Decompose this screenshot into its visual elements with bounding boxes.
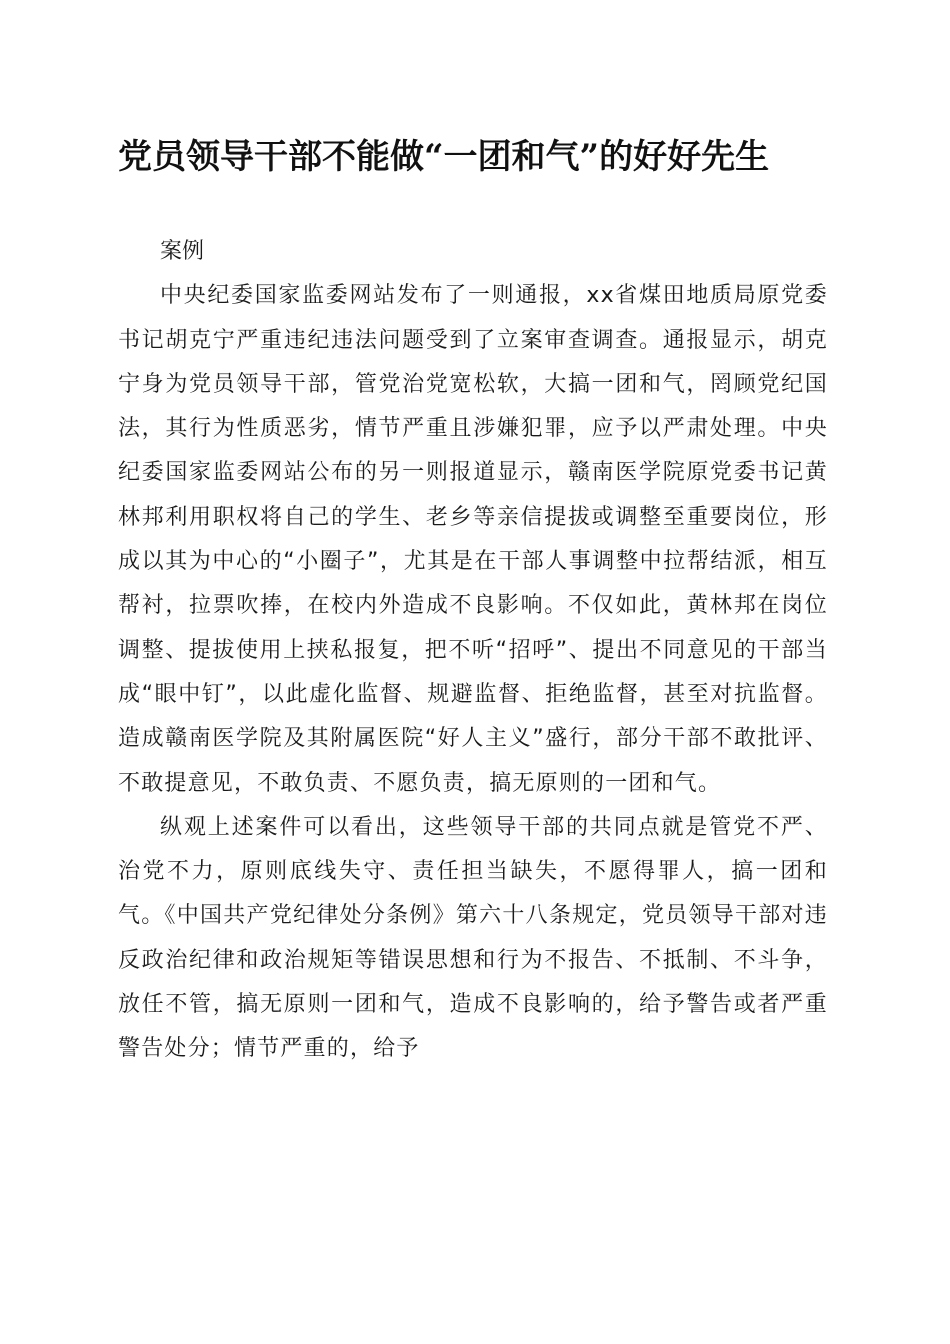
paragraph-case: 中央纪委国家监委网站发布了一则通报，xx省煤田地质局原党委书记胡克宁严重违纪违法问题受到了立案审查调查。通报显示，胡克宁身为党员领导干部，管党治党宽松软，大搞一团和气，罔顾党纪国法，其行为性质恶劣，情节严重且涉嫌犯罪，应予以严肃处理。中央纪委国家监委网站公布的另一则报道显示，赣南医学院原党委书记黄林邦利用职权将自己的学生、老乡等亲信提拔或调整至重要岗位，形成以其为中心的“小圈子”，尤其是在干部人事调整中拉帮结派，相互帮衬，拉票吹捧，在校内外造成不良影响。不仅如此，黄林邦在岗位调整、提拔使用上挟私报复，把不听“招呼”、提出不同意见的干部当成“眼中钉”，以此虚化监督、规避监督、拒绝监督，甚至对抗监督。造成赣南医学院及其附属医院“好人主义”盛行，部分干部不敢批评、不敢提意见，不敢负责、不愿负责，搞无原则的一团和气。 [118,283,828,796]
document-title: 党员领导干部不能做“一团和气”的好好先生 [118,137,770,177]
paragraph-analysis: 纵观上述案件可以看出，这些领导干部的共同点就是管党不严、治党不力，原则底线失守、责任担当缺失，不愿得罪人，搞一团和气。《中国共产党纪律处分条例》第六十八条规定，党员领导干部对违反政治纪律和政治规矩等错误思想和行为不报告、不抵制、不斗争，放任不管，搞无原则一团和气，造成不良影响的，给予警告或者严重警告处分；情节严重的，给予 [118,814,828,1062]
section-label: 案例 [160,239,205,264]
document-body [118,230,828,1072]
